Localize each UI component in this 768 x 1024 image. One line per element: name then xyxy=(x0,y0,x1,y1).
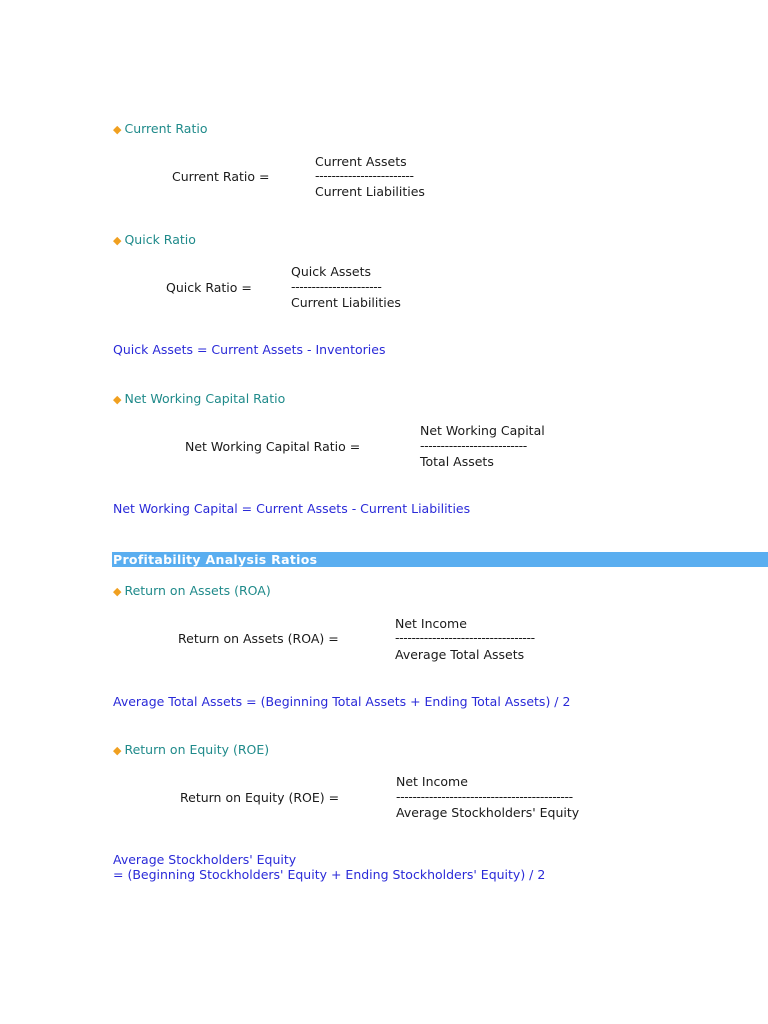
heading-text: Current Ratio xyxy=(124,121,208,136)
roa-divider: ---------------------------------- xyxy=(395,630,535,645)
roa-numerator: Net Income xyxy=(395,616,467,631)
roe-note-line2: = (Beginning Stockholders' Equity + Ending Stockholders' Equity) / 2 xyxy=(113,867,546,882)
diamond-bullet-icon: ◆ xyxy=(113,234,122,247)
roa-label: Return on Assets (ROA) = xyxy=(178,631,339,646)
quick-ratio-heading xyxy=(113,232,196,248)
current-ratio-label: Current Ratio = xyxy=(172,169,270,184)
roe-heading xyxy=(113,742,269,758)
roe-numerator: Net Income xyxy=(396,774,468,789)
nwc-ratio-label: Net Working Capital Ratio = xyxy=(185,439,361,454)
nwc-note: Net Working Capital = Current Assets - Current Liabilities xyxy=(113,501,471,516)
heading-text: Return on Equity (ROE) xyxy=(124,742,270,757)
quick-ratio-divider: ---------------------- xyxy=(291,279,382,294)
diamond-bullet-icon: ◆ xyxy=(113,585,122,598)
section-title-bar: Profitability Analysis Ratios xyxy=(112,552,768,567)
roa-heading xyxy=(113,583,271,599)
current-ratio-numerator: Current Assets xyxy=(315,154,407,169)
quick-assets-note: Quick Assets = Current Assets - Inventories xyxy=(113,342,386,357)
diamond-bullet-icon: ◆ xyxy=(113,744,122,757)
heading-text: Net Working Capital Ratio xyxy=(124,391,286,406)
heading-text: Quick Ratio xyxy=(124,232,196,247)
diamond-bullet-icon: ◆ xyxy=(113,123,122,136)
nwc-ratio-denominator: Total Assets xyxy=(420,454,494,469)
nwc-ratio-divider: -------------------------- xyxy=(420,438,527,453)
quick-ratio-denominator: Current Liabilities xyxy=(291,295,401,310)
diamond-bullet-icon: ◆ xyxy=(113,393,122,406)
nwc-ratio-heading xyxy=(113,391,285,407)
roa-note: Average Total Assets = (Beginning Total Assets + Ending Total Assets) / 2 xyxy=(113,694,571,709)
nwc-ratio-numerator: Net Working Capital xyxy=(420,423,545,438)
roe-divider: ------------------------------------------- xyxy=(396,789,573,804)
current-ratio-denominator: Current Liabilities xyxy=(315,184,425,199)
current-ratio-heading xyxy=(113,121,207,137)
roe-label: Return on Equity (ROE) = xyxy=(180,790,340,805)
heading-text: Return on Assets (ROA) xyxy=(124,583,271,598)
quick-ratio-numerator: Quick Assets xyxy=(291,264,371,279)
current-ratio-divider: ------------------------ xyxy=(315,168,414,183)
roa-denominator: Average Total Assets xyxy=(395,647,525,662)
quick-ratio-label: Quick Ratio = xyxy=(166,280,252,295)
roe-denominator: Average Stockholders' Equity xyxy=(396,805,580,820)
roe-note-line1: Average Stockholders' Equity xyxy=(113,852,297,867)
